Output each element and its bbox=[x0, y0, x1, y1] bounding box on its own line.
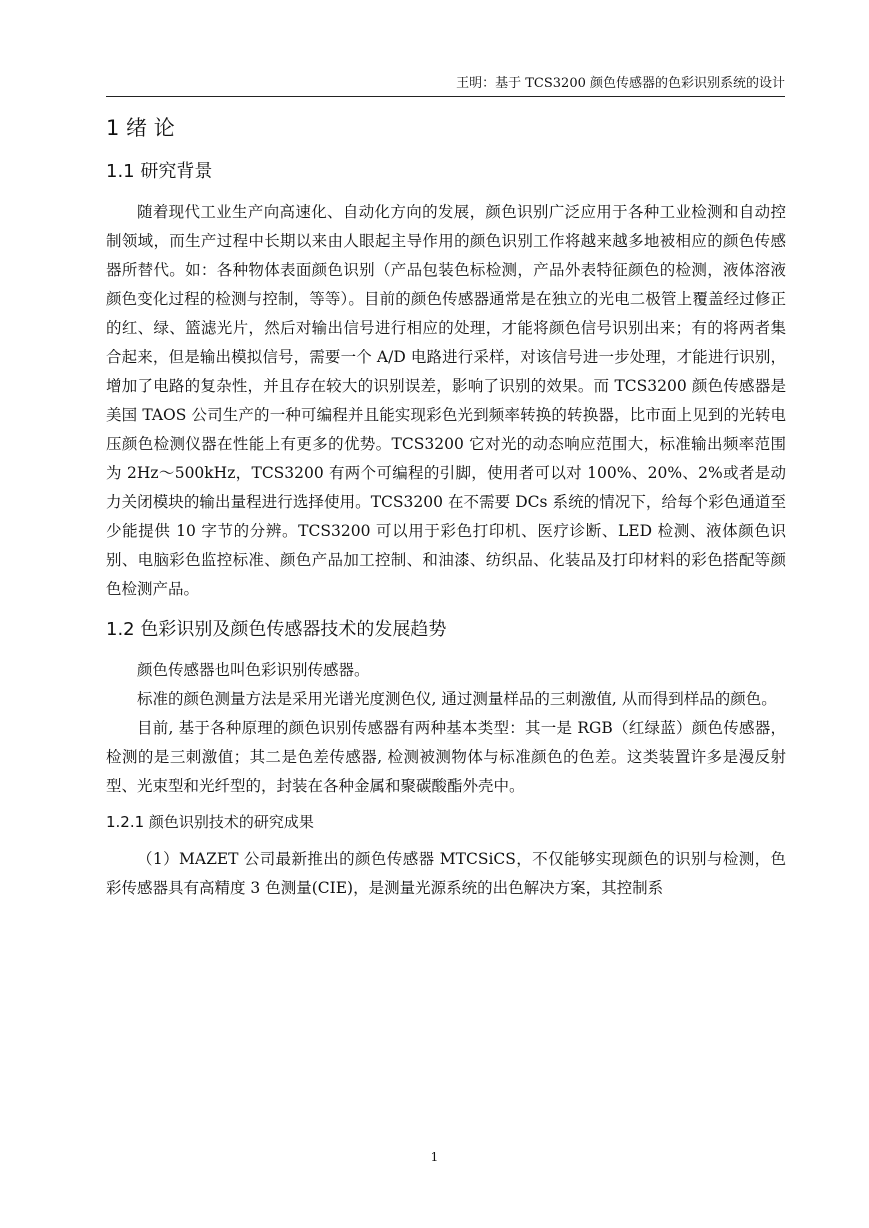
running-header-title: 王明：基于 TCS3200 颜色传感器的色彩识别系统的设计 bbox=[456, 76, 785, 91]
page-body bbox=[106, 112, 786, 903]
paragraph-color-sensor-definition: 颜色传感器也叫色彩识别传感器。 bbox=[137, 661, 370, 679]
running-header bbox=[106, 74, 785, 97]
paragraph-research-background: 随着现代工业生产向高速化、自动化方向的发展，颜色识别广泛应用于各种工业检测和自动控制领域，而生产过程中长期以来由人眼起主导作用的颜色识别工作将越来越多地被相应的颜色传感器所替代。如：各种物体表面颜色识别（产品包装色标检测，产品外表特征颜色的检测，液体溶液颜色变化过程的检测与控制，等等）。目前的颜色传感器通常是在独立的光电二极管上覆盖经过修正的红、绿、篮滤光片，然后对输出信号进行相应的处理，才能将颜色信号识别出来；有的将两者集合起来，但是输出模拟信号，需要一个 A/D 电路进行采样，对该信号进一步处理，才能进行识别，增加了电路的复杂性，并且存在较大的识别误差，影响了识别的效果。而 TCS3200 颜色传感器是美国 TAOS 公司生产的一种可编程并且能实现彩色光到频率转换的转换器，比市面上见到的光转电压颜色检测仪器在性能上有更多的优势。TCS3200 它对光的动态响应范围大，标准输出频率范围为 2Hz～500kHz，TCS3200 有两个可编程的引脚，使用者可以对 100%、20%、2%或者是动力关闭模块的输出量程进行选择使用。TCS3200 在不需要 DCs 系统的情况下，给每个彩色通道至少能提供 10 字节的分辨。TCS3200 可以用于彩色打印机、医疗诊断、LED 检测、液体颜色识别、电脑彩色监控标准、颜色产品加工控制、和油漆、纺织品、化装品及打印材料的彩色搭配等颜色检测产品。 bbox=[106, 203, 786, 598]
paragraph-standard-measurement: 标准的颜色测量方法是采用光谱光度测色仪, 通过测量样品的三刺激值, 从而得到样品的颜色。 bbox=[137, 690, 777, 708]
chapter-title: 1 绪 论 bbox=[106, 116, 175, 140]
paragraph-sensor-types: 目前, 基于各种原理的颜色识别传感器有两种基本类型：其一是 RGB（红绿蓝）颜色传感器，检测的是三刺激值；其二是色差传感器, 检测被测物体与标准颜色的色差。这类装置许多是漫反射型、光束型和光纤型的，封装在各种金属和聚碳酸酯外壳中。 bbox=[106, 719, 786, 795]
section-title-1-2: 1.2 色彩识别及颜色传感器技术的发展趋势 bbox=[106, 619, 447, 640]
paragraph-mazet-sensor: （1）MAZET 公司最新推出的颜色传感器 MTCSiCS，不仅能够实现颜色的识别与检测，色彩传感器具有高精度 3 色测量(CIE)，是测量光源系统的出色解决方案，其控制系 bbox=[106, 850, 786, 897]
section-title-1-1: 1.1 研究背景 bbox=[106, 161, 213, 182]
page-number: 1 bbox=[430, 1150, 439, 1164]
subsection-title-1-2-1: 1.2.1 颜色识别技术的研究成果 bbox=[106, 813, 314, 831]
